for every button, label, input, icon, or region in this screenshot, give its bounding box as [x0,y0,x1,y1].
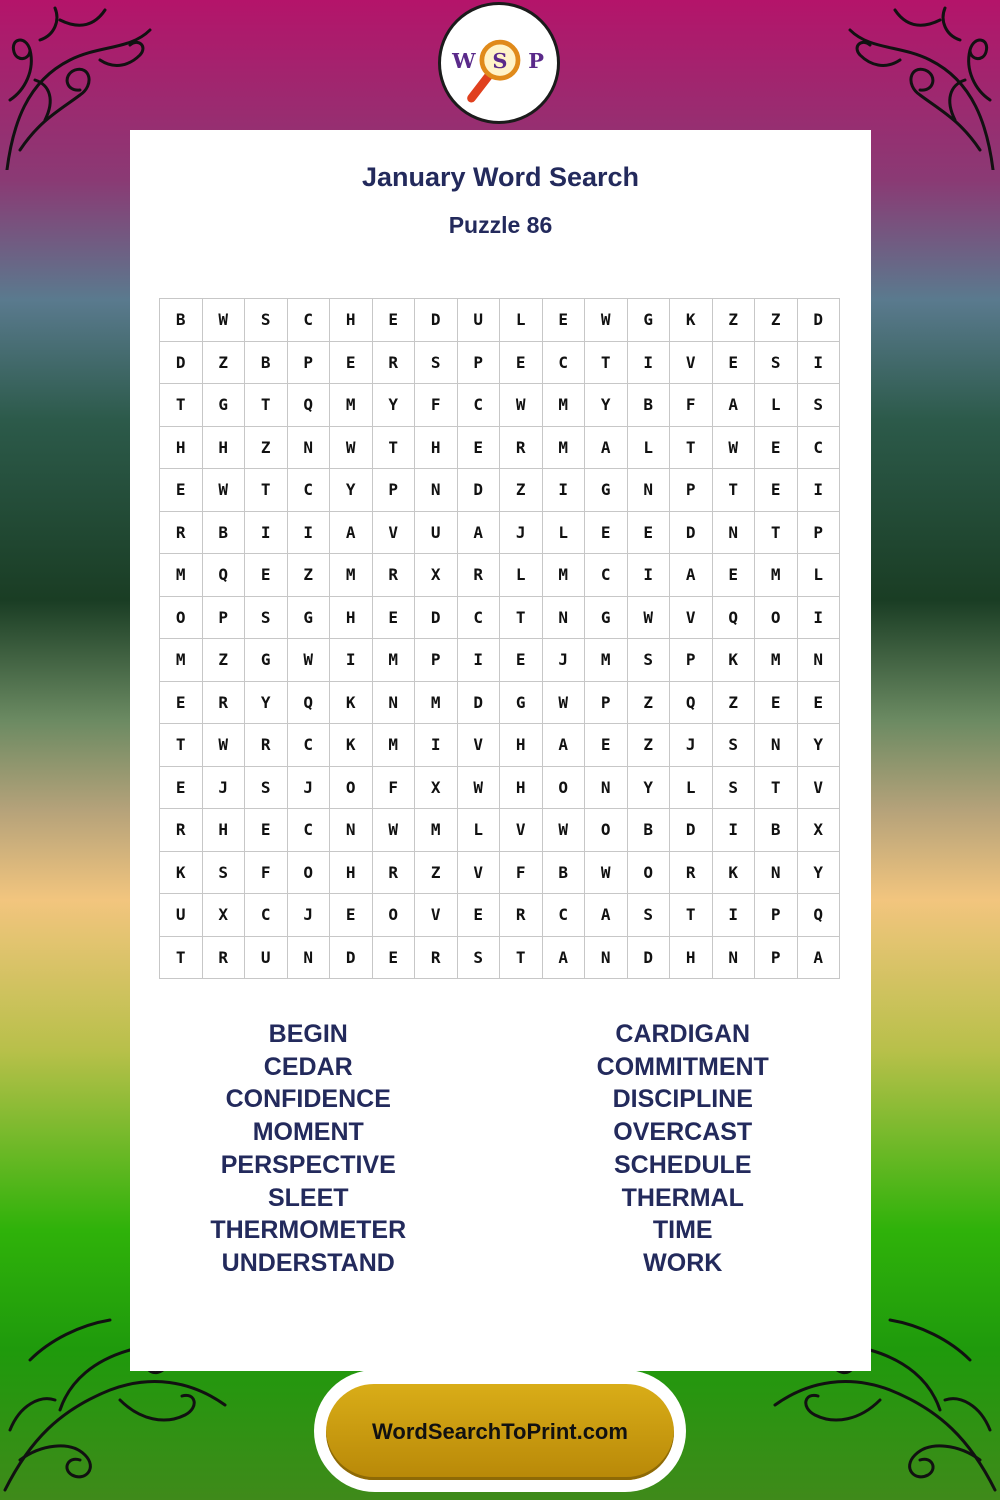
grid-cell[interactable]: P [755,937,798,980]
grid-cell[interactable]: O [330,767,373,810]
grid-cell[interactable]: P [585,682,628,725]
grid-cell[interactable]: N [713,937,756,980]
grid-cell[interactable]: D [415,597,458,640]
grid-cell[interactable]: C [458,597,501,640]
grid-cell[interactable]: L [500,554,543,597]
grid-cell[interactable]: M [160,639,203,682]
grid-cell[interactable]: E [755,469,798,512]
grid-cell[interactable]: Y [245,682,288,725]
grid-cell[interactable]: M [755,554,798,597]
grid-cell[interactable]: R [500,894,543,937]
grid-cell[interactable]: H [203,809,246,852]
grid-cell[interactable]: E [713,554,756,597]
grid-cell[interactable]: E [160,469,203,512]
grid-cell[interactable]: C [288,469,331,512]
grid-cell[interactable]: M [415,809,458,852]
grid-cell[interactable]: N [543,597,586,640]
grid-cell[interactable]: J [543,639,586,682]
grid-cell[interactable]: E [755,427,798,470]
grid-cell[interactable]: I [415,724,458,767]
grid-cell[interactable]: I [288,512,331,555]
word-list-item: TIME [652,1216,713,1245]
grid-cell[interactable]: C [288,724,331,767]
grid-cell[interactable]: V [458,852,501,895]
grid-cell[interactable]: S [203,852,246,895]
grid-cell[interactable]: P [798,512,841,555]
grid-cell[interactable]: E [755,682,798,725]
grid-cell[interactable]: V [458,724,501,767]
grid-cell[interactable]: L [755,384,798,427]
grid-cell[interactable]: K [330,724,373,767]
grid-cell[interactable]: Z [245,427,288,470]
grid-cell[interactable]: E [798,682,841,725]
grid-cell[interactable]: S [415,342,458,385]
grid-cell[interactable]: A [543,724,586,767]
grid-cell[interactable]: N [755,852,798,895]
grid-cell[interactable]: Y [628,767,671,810]
grid-cell[interactable]: E [585,724,628,767]
grid-cell[interactable]: U [415,512,458,555]
letter-grid[interactable] [159,298,840,979]
grid-cell[interactable]: I [713,894,756,937]
grid-cell[interactable]: S [245,299,288,342]
grid-cell[interactable]: V [415,894,458,937]
grid-cell[interactable]: I [245,512,288,555]
grid-cell[interactable]: F [373,767,416,810]
grid-cell[interactable]: I [330,639,373,682]
grid-cell[interactable]: Q [713,597,756,640]
grid-cell[interactable]: W [543,809,586,852]
grid-cell[interactable]: S [245,597,288,640]
grid-cell[interactable]: W [713,427,756,470]
grid-cell[interactable]: O [288,852,331,895]
grid-cell[interactable]: O [755,597,798,640]
word-list-left-column [123,1018,494,1280]
grid-cell[interactable]: C [288,299,331,342]
grid-cell[interactable]: C [543,894,586,937]
grid-cell[interactable]: C [798,427,841,470]
word-list-item: THERMOMETER [210,1216,407,1245]
grid-cell[interactable]: E [245,809,288,852]
grid-cell[interactable]: N [415,469,458,512]
grid-cell[interactable]: H [500,724,543,767]
logo-letter-w: W [452,47,476,73]
grid-cell[interactable]: Y [798,724,841,767]
grid-cell[interactable]: P [670,639,713,682]
puzzle-number: Puzzle 86 [448,212,553,238]
word-list-item: CEDAR [263,1052,353,1081]
grid-cell[interactable]: S [713,767,756,810]
word-list-item: BEGIN [268,1020,348,1048]
grid-cell[interactable]: R [245,724,288,767]
grid-cell[interactable]: I [713,809,756,852]
grid-cell[interactable]: Q [288,384,331,427]
grid-cell[interactable]: Z [755,299,798,342]
grid-cell[interactable]: M [373,639,416,682]
grid-cell[interactable]: T [245,384,288,427]
grid-cell[interactable]: M [160,554,203,597]
grid-cell[interactable]: T [500,937,543,980]
grid-cell[interactable]: O [160,597,203,640]
grid-cell[interactable]: T [160,937,203,980]
grid-cell[interactable]: Q [670,682,713,725]
grid-cell[interactable]: A [798,937,841,980]
grid-cell[interactable]: D [458,682,501,725]
grid-cell[interactable]: N [585,767,628,810]
grid-cell[interactable]: D [415,299,458,342]
grid-cell[interactable]: I [543,469,586,512]
grid-cell[interactable]: K [330,682,373,725]
grid-cell[interactable]: B [628,384,671,427]
grid-cell[interactable]: E [458,894,501,937]
grid-cell[interactable]: S [713,724,756,767]
grid-cell[interactable]: X [203,894,246,937]
grid-cell[interactable]: E [713,342,756,385]
grid-cell[interactable]: P [670,469,713,512]
grid-cell[interactable]: P [288,342,331,385]
grid-cell[interactable]: O [585,809,628,852]
grid-cell[interactable]: J [500,512,543,555]
grid-cell[interactable]: A [330,512,373,555]
grid-cell[interactable]: Q [288,682,331,725]
grid-cell[interactable]: Y [330,469,373,512]
grid-cell[interactable]: I [628,342,671,385]
grid-cell[interactable]: Q [798,894,841,937]
grid-cell[interactable]: W [203,469,246,512]
grid-cell[interactable]: B [543,852,586,895]
grid-cell[interactable]: R [373,852,416,895]
grid-cell[interactable]: E [373,299,416,342]
grid-cell[interactable]: X [415,767,458,810]
grid-cell[interactable]: A [585,427,628,470]
grid-cell[interactable]: F [500,852,543,895]
grid-cell[interactable]: E [373,937,416,980]
grid-cell[interactable]: I [798,342,841,385]
grid-cell[interactable]: L [798,554,841,597]
grid-cell[interactable]: R [458,554,501,597]
grid-cell[interactable]: V [373,512,416,555]
grid-cell[interactable]: E [458,427,501,470]
grid-cell[interactable]: D [330,937,373,980]
grid-cell[interactable]: S [458,937,501,980]
grid-cell[interactable]: H [203,427,246,470]
grid-cell[interactable]: G [245,639,288,682]
grid-cell[interactable]: T [500,597,543,640]
grid-cell[interactable]: L [500,299,543,342]
grid-cell[interactable]: P [373,469,416,512]
grid-cell[interactable]: C [585,554,628,597]
grid-cell[interactable]: K [713,639,756,682]
grid-cell[interactable]: E [628,512,671,555]
grid-cell[interactable]: T [755,767,798,810]
grid-cell[interactable]: R [203,937,246,980]
grid-cell[interactable]: G [288,597,331,640]
grid-cell[interactable]: W [585,852,628,895]
grid-cell[interactable]: P [203,597,246,640]
grid-cell[interactable]: U [458,299,501,342]
grid-cell[interactable]: E [500,639,543,682]
grid-cell[interactable]: R [160,512,203,555]
grid-cell[interactable]: N [713,512,756,555]
grid-cell[interactable]: T [245,469,288,512]
grid-cell[interactable]: M [373,724,416,767]
grid-cell[interactable]: T [160,384,203,427]
grid-cell[interactable]: S [628,894,671,937]
grid-cell[interactable]: Y [585,384,628,427]
logo-letter-s: S [492,47,508,73]
grid-cell[interactable]: P [755,894,798,937]
grid-cell[interactable]: E [373,597,416,640]
grid-cell[interactable]: F [245,852,288,895]
grid-cell[interactable]: V [500,809,543,852]
grid-cell[interactable]: H [330,852,373,895]
grid-cell[interactable]: Z [713,682,756,725]
grid-cell[interactable]: S [755,342,798,385]
grid-cell[interactable]: S [628,639,671,682]
puzzle-sheet [130,130,871,1371]
grid-cell[interactable]: O [543,767,586,810]
grid-cell[interactable]: D [160,342,203,385]
grid-cell[interactable]: G [500,682,543,725]
grid-cell[interactable]: M [330,554,373,597]
grid-cell[interactable]: R [500,427,543,470]
grid-cell[interactable]: Z [415,852,458,895]
grid-cell[interactable]: C [245,894,288,937]
site-badge-inner [326,1384,674,1480]
grid-cell[interactable]: W [500,384,543,427]
word-list-item: COMMITMENT [596,1052,769,1081]
grid-cell[interactable]: I [628,554,671,597]
word-list-item: DISCIPLINE [612,1085,753,1114]
grid-cell[interactable]: M [585,639,628,682]
grid-cell[interactable]: B [160,299,203,342]
grid-cell[interactable]: T [373,427,416,470]
word-list-item: THERMAL [621,1183,744,1212]
grid-cell[interactable]: D [628,937,671,980]
grid-cell[interactable]: B [755,809,798,852]
grid-cell[interactable]: R [203,682,246,725]
grid-cell[interactable]: V [670,597,713,640]
grid-cell[interactable]: J [288,767,331,810]
grid-cell[interactable]: S [798,384,841,427]
grid-cell[interactable]: T [670,894,713,937]
word-list-item: MOMENT [252,1118,364,1147]
word-list-item: CONFIDENCE [225,1085,391,1114]
grid-cell[interactable]: W [585,299,628,342]
grid-cell[interactable]: W [628,597,671,640]
grid-cell[interactable]: O [373,894,416,937]
grid-cell[interactable]: L [670,767,713,810]
grid-cell[interactable]: D [458,469,501,512]
word-list-right-column [498,1018,869,1280]
grid-cell[interactable]: Z [500,469,543,512]
grid-cell[interactable]: G [585,469,628,512]
grid-cell[interactable]: C [288,809,331,852]
grid-cell[interactable]: N [288,937,331,980]
grid-cell[interactable]: R [670,852,713,895]
site-name: WordSearchToPrint.com [372,1419,628,1444]
grid-cell[interactable]: J [670,724,713,767]
site-badge[interactable] [314,1370,686,1492]
grid-cell[interactable]: F [670,384,713,427]
grid-cell[interactable]: H [415,427,458,470]
grid-cell[interactable]: E [245,554,288,597]
word-list-item: WORK [643,1248,723,1277]
grid-cell[interactable]: T [160,724,203,767]
grid-cell[interactable]: C [458,384,501,427]
grid-cell[interactable]: V [670,342,713,385]
grid-cell[interactable]: M [330,384,373,427]
grid-cell[interactable]: A [585,894,628,937]
grid-cell[interactable]: T [585,342,628,385]
grid-cell[interactable]: C [543,342,586,385]
grid-cell[interactable]: I [798,469,841,512]
grid-cell[interactable]: N [628,469,671,512]
grid-cell[interactable]: I [458,639,501,682]
grid-cell[interactable]: X [415,554,458,597]
grid-cell[interactable]: W [543,682,586,725]
grid-cell[interactable]: E [330,342,373,385]
word-list-item: SCHEDULE [613,1150,752,1179]
grid-cell[interactable]: N [288,427,331,470]
grid-cell[interactable]: P [458,342,501,385]
grid-cell[interactable]: Z [203,639,246,682]
grid-cell[interactable]: B [203,512,246,555]
grid-cell[interactable]: H [670,937,713,980]
grid-cell[interactable]: K [670,299,713,342]
word-list-item: OVERCAST [613,1118,753,1147]
grid-cell[interactable]: U [160,894,203,937]
grid-cell[interactable]: M [543,554,586,597]
grid-cell[interactable]: Z [203,342,246,385]
grid-cell[interactable]: S [245,767,288,810]
grid-cell[interactable]: E [543,299,586,342]
grid-cell[interactable]: A [543,937,586,980]
grid-cell[interactable]: L [543,512,586,555]
grid-cell[interactable]: E [160,682,203,725]
grid-cell[interactable]: F [415,384,458,427]
grid-cell[interactable]: P [415,639,458,682]
grid-cell[interactable]: B [628,809,671,852]
grid-cell[interactable]: E [330,894,373,937]
grid-cell[interactable]: Z [628,682,671,725]
grid-cell[interactable]: Y [373,384,416,427]
word-list-item: CARDIGAN [615,1020,751,1048]
grid-cell[interactable]: E [585,512,628,555]
grid-cell[interactable]: H [160,427,203,470]
wsp-logo [438,2,560,124]
grid-cell[interactable]: H [500,767,543,810]
grid-cell[interactable]: V [798,767,841,810]
grid-cell[interactable]: H [330,299,373,342]
grid-cell[interactable]: D [798,299,841,342]
grid-cell[interactable]: U [245,937,288,980]
grid-cell[interactable]: Q [203,554,246,597]
word-list-item: PERSPECTIVE [220,1150,396,1179]
grid-cell[interactable]: N [585,937,628,980]
grid-cell[interactable]: N [755,724,798,767]
grid-cell[interactable]: L [628,427,671,470]
logo-letter-p: P [528,47,544,73]
word-list-item: SLEET [267,1183,349,1212]
grid-cell[interactable]: G [203,384,246,427]
grid-cell[interactable]: W [203,724,246,767]
grid-cell[interactable]: D [670,809,713,852]
grid-cell[interactable]: B [245,342,288,385]
grid-cell[interactable]: M [755,639,798,682]
grid-cell[interactable]: K [160,852,203,895]
grid-cell[interactable]: E [160,767,203,810]
word-list [130,1018,871,1280]
grid-cell[interactable]: Z [628,724,671,767]
grid-cell[interactable]: A [670,554,713,597]
grid-cell[interactable]: N [798,639,841,682]
grid-cell[interactable]: I [798,597,841,640]
grid-cell[interactable]: Z [288,554,331,597]
grid-cell[interactable]: W [203,299,246,342]
page-title: January Word Search [361,162,640,192]
grid-cell[interactable]: M [543,427,586,470]
grid-cell[interactable]: W [458,767,501,810]
grid-cell[interactable]: R [160,809,203,852]
grid-cell[interactable]: M [415,682,458,725]
grid-cell[interactable]: R [415,937,458,980]
grid-cell[interactable]: R [373,554,416,597]
grid-cell[interactable]: W [373,809,416,852]
grid-cell[interactable]: Z [713,299,756,342]
grid-cell[interactable]: T [713,469,756,512]
grid-cell[interactable]: J [203,767,246,810]
grid-cell[interactable]: K [713,852,756,895]
grid-cell[interactable]: O [628,852,671,895]
word-list-item: UNDERSTAND [221,1248,395,1277]
grid-cell[interactable]: Y [798,852,841,895]
grid-cell[interactable]: D [670,512,713,555]
grid-cell[interactable]: J [288,894,331,937]
grid-cell[interactable]: M [543,384,586,427]
grid-cell[interactable]: H [330,597,373,640]
grid-cell[interactable]: X [798,809,841,852]
grid-cell[interactable]: A [713,384,756,427]
grid-cell[interactable]: G [628,299,671,342]
grid-cell[interactable]: T [670,427,713,470]
grid-cell[interactable]: N [330,809,373,852]
grid-cell[interactable]: R [373,342,416,385]
grid-cell[interactable]: A [458,512,501,555]
grid-cell[interactable]: W [330,427,373,470]
grid-cell[interactable]: G [585,597,628,640]
grid-cell[interactable]: T [755,512,798,555]
grid-cell[interactable]: N [373,682,416,725]
grid-cell[interactable]: L [458,809,501,852]
grid-cell[interactable]: W [288,639,331,682]
grid-cell[interactable]: E [500,342,543,385]
